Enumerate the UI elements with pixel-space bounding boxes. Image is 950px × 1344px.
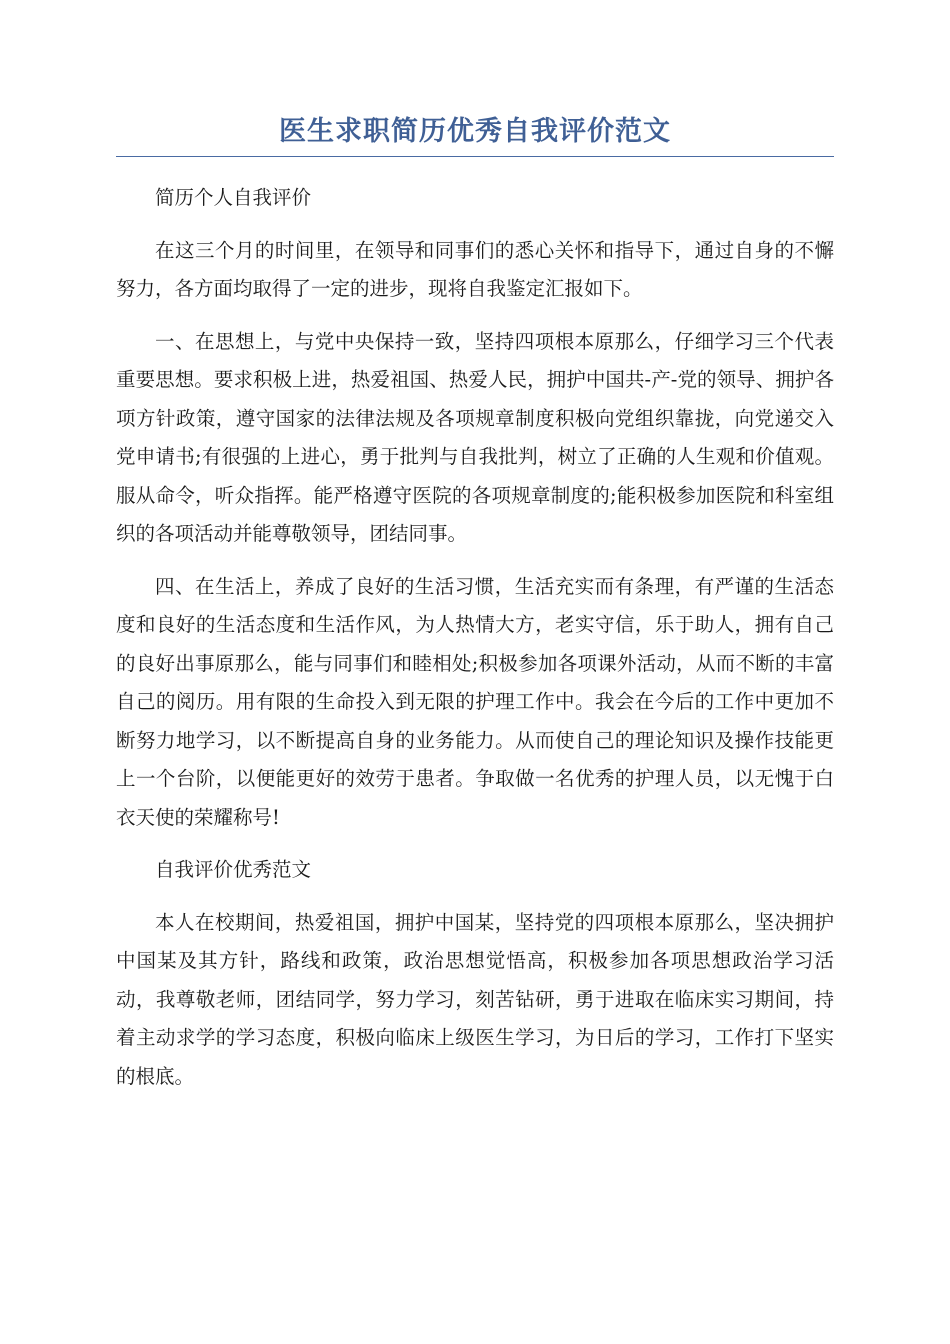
paragraph: 本人在校期间，热爱祖国，拥护中国某，坚持党的四项根本原那么，坚决拥护中国某及其方针，路线和政策，政治思想觉悟高，积极参加各项思想政治学习活动，我尊敬老师，团结同学，努力学习，刻苦钻研，勇于进取在临床实习期间，持着主动求学的学习态度，积极向临床上级医生学习，为日后的学习，工作打下坚实的根底。 [116, 910, 834, 1088]
paragraph: 四、在生活上，养成了良好的生活习惯，生活充实而有条理，有严谨的生活态度和良好的生活态度和生活作风，为人热情大方，老实守信，乐于助人，拥有自己的良好出事原那么，能与同事们和睦相处;积极参加各项课外活动，从而不断的丰富自己的阅历。用有限的生命投入到无限的护理工作中。我会在今后的工作中更加不断努力地学习，以不断提高自身的业务能力。从而使自己的理论知识及操作技能更上一个台阶，以便能更好的效劳于患者。争取做一名优秀的护理人员，以无愧于白衣天使的荣耀称号! [116, 574, 834, 829]
paragraph: 在这三个月的时间里，在领导和同事们的悉心关怀和指导下，通过自身的不懈努力，各方面均取得了一定的进步，现将自我鉴定汇报如下。 [116, 238, 834, 300]
section-heading: 自我评价优秀范文 [155, 858, 312, 881]
paragraph: 一、在思想上，与党中央保持一致，坚持四项根本原那么，仔细学习三个代表重要思想。要求积极上进，热爱祖国、热爱人民，拥护中国共-产-党的领导、拥护各项方针政策，遵守国家的法律法规及各项规章制度积极向党组织靠拢，向党递交入党申请书;有很强的上进心，勇于批判与自我批判，树立了正确的人生观和价值观。服从命令，听众指挥。能严格遵守医院的各项规章制度的;能积极参加医院和科室组织的各项活动并能尊敬领导，团结同事。 [116, 329, 834, 545]
document-body [116, 179, 834, 1096]
document-title: 医生求职简历优秀自我评价范文 [116, 110, 834, 157]
section-heading: 简历个人自我评价 [155, 186, 312, 209]
